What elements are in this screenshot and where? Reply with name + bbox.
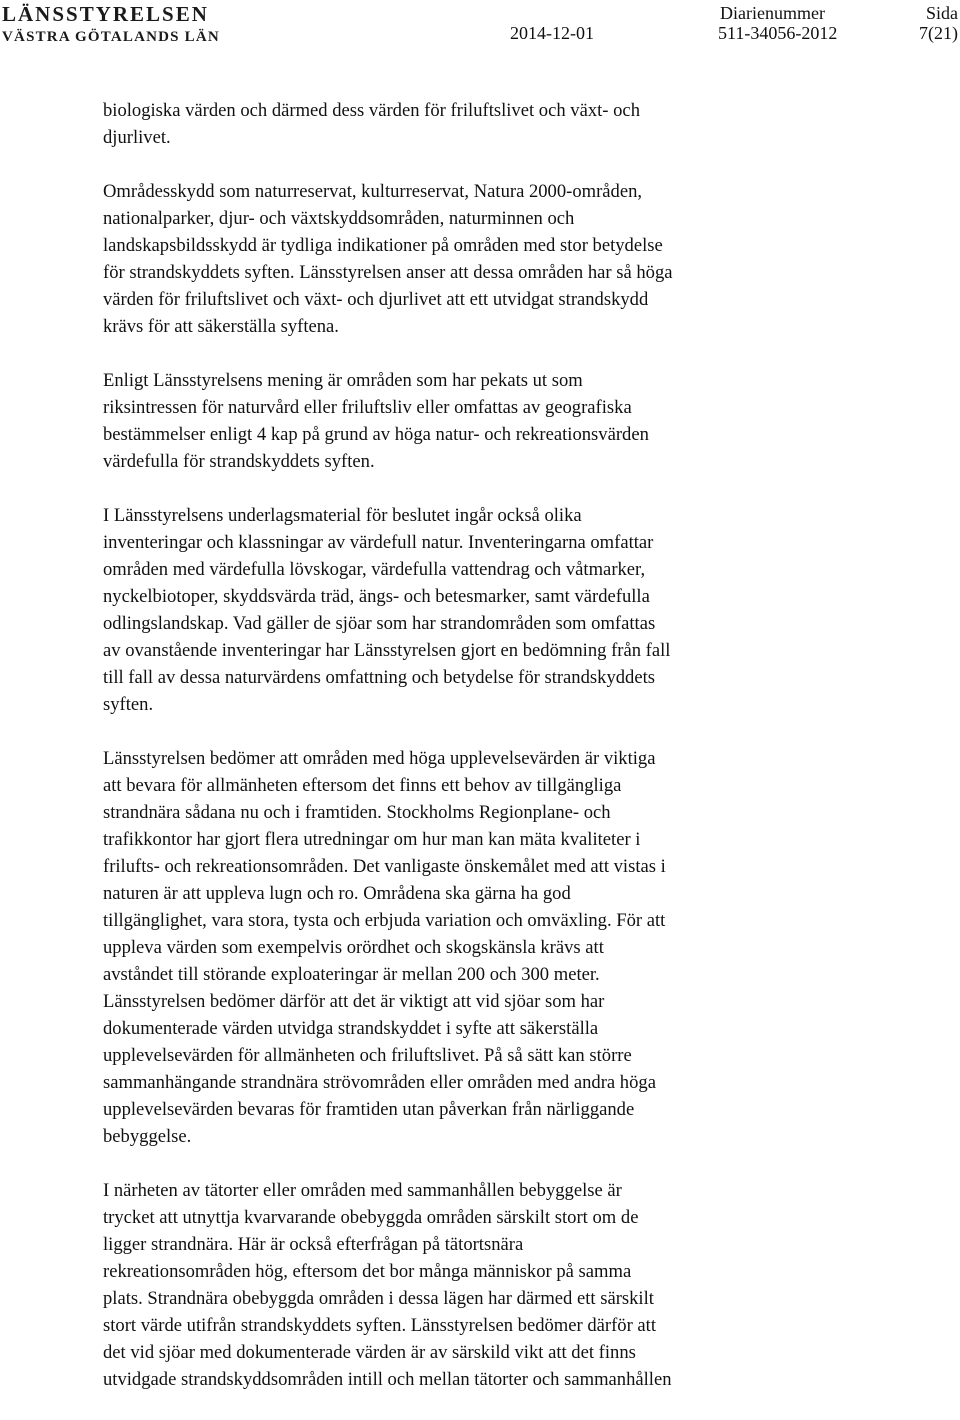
body-paragraph	[103, 178, 843, 340]
text-line: I Länsstyrelsens underlagsmaterial för beslutet ingår också olika	[103, 505, 582, 526]
logo-org-name: LÄNSSTYRELSEN	[2, 2, 209, 26]
text-line: biologiska värden och därmed dess värden för friluftslivet och växt- och	[103, 100, 640, 121]
text-line: landskapsbildsskydd är tydliga indikationer på områden med stor betydelse	[103, 235, 663, 256]
text-line: frilufts- och rekreationsområden. Det vanligaste önskemålet med att vistas i	[103, 856, 666, 877]
text-line: djurlivet.	[103, 127, 171, 148]
text-line: områden med värdefulla lövskogar, värdefulla vattendrag och våtmarker,	[103, 559, 646, 580]
logo-region-name: VÄSTRA GÖTALANDS LÄN	[2, 29, 220, 45]
text-line: till fall av dessa naturvärdens omfattning och betydelse för strandskyddets	[103, 667, 655, 688]
text-line: sammanhängande strandnära strövområden eller områden med andra höga	[103, 1072, 656, 1093]
text-line: trafikkontor har gjort flera utredningar om hur man kan mäta kvaliteter i	[103, 829, 641, 850]
text-line: rekreationsområden hög, eftersom det bor många människor på samma	[103, 1261, 632, 1282]
text-line: upplevelsevärden för allmänheten och friluftslivet. På så sätt kan större	[103, 1045, 632, 1066]
body-paragraph	[103, 745, 843, 1150]
body-paragraph	[103, 1177, 843, 1393]
text-line: stort värde utifrån strandskyddets syften. Länsstyrelsen bedömer därför att	[103, 1315, 657, 1336]
text-line: bestämmelser enligt 4 kap på grund av höga natur- och rekreationsvärden	[103, 424, 649, 445]
text-line: av ovanstående inventeringar har Länsstyrelsen gjort en bedömning från fall	[103, 640, 671, 661]
lansstyrelsen-logo	[2, 2, 220, 46]
text-line: strandnära sådana nu och i framtiden. Stockholms Regionplane- och	[103, 802, 611, 823]
diarienummer-label: Diarienummer	[720, 3, 825, 23]
body-paragraph	[103, 97, 843, 151]
text-line: dokumenterade värden utvidga strandskyddet i syfte att säkerställa	[103, 1018, 599, 1039]
text-line: ligger strandnära. Här är också efterfrågan på tätortsnära	[103, 1234, 524, 1255]
text-line: avståndet till störande exploateringar är mellan 200 och 300 meter.	[103, 964, 600, 985]
text-line: riksintressen för naturvård eller friluftsliv eller omfattas av geografiska	[103, 397, 632, 418]
text-line: det vid sjöar med dokumenterade värden är av särskild vikt att det finns	[103, 1342, 636, 1363]
body-paragraph	[103, 367, 843, 475]
text-line: plats. Strandnära obebyggda områden i dessa lägen har därmed ett särskilt	[103, 1288, 654, 1309]
text-line: att bevara för allmänheten eftersom det finns ett behov av tillgängliga	[103, 775, 622, 796]
page-header	[0, 0, 960, 50]
body-paragraph	[103, 502, 843, 718]
text-line: bebyggelse.	[103, 1126, 192, 1147]
text-line: för strandskyddets syften. Länsstyrelsen anser att dessa områden har så höga	[103, 262, 673, 283]
text-line: Länsstyrelsen bedömer därför att det är viktigt att vid sjöar som har	[103, 991, 605, 1012]
text-line: nyckelbiotoper, skyddsvärda träd, ängs- och betesmarker, samt värdefulla	[103, 586, 650, 607]
diarienummer-value: 511-34056-2012	[718, 23, 838, 43]
text-line: syften.	[103, 694, 154, 715]
text-line: uppleva värden som exempelvis orördhet och skogskänsla krävs att	[103, 937, 604, 958]
text-line: upplevelsevärden bevaras för framtiden utan påverkan från närliggande	[103, 1099, 635, 1120]
text-line: utvidgade strandskyddsområden intill och mellan tätorter och sammanhållen	[103, 1369, 672, 1390]
page-number: 7(21)	[919, 23, 958, 43]
text-line: Enligt Länsstyrelsens mening är områden som har pekats ut som	[103, 370, 583, 391]
page-label: Sida	[925, 3, 958, 23]
text-line: nationalparker, djur- och växtskyddsområden, naturminnen och	[103, 208, 575, 229]
document-date: 2014-12-01	[510, 23, 594, 43]
text-line: värdefulla för strandskyddets syften.	[103, 451, 375, 472]
text-line: odlingslandskap. Vad gäller de sjöar som har strandområden som omfattas	[103, 613, 656, 634]
text-line: Områdesskydd som naturreservat, kulturreservat, Natura 2000-områden,	[103, 181, 643, 202]
text-line: värden för friluftslivet och växt- och djurlivet att ett utvidgat strandskydd	[103, 289, 649, 310]
text-line: I närheten av tätorter eller områden med sammanhållen bebyggelse är	[103, 1180, 622, 1201]
text-line: Länsstyrelsen bedömer att områden med höga upplevelsevärden är viktiga	[103, 748, 656, 769]
document-body	[103, 97, 843, 1420]
text-line: inventeringar och klassningar av värdefull natur. Inventeringarna omfattar	[103, 532, 654, 553]
text-line: krävs för att säkerställa syftena.	[103, 316, 339, 337]
text-line: tillgänglighet, vara stora, tysta och erbjuda variation och omväxling. För att	[103, 910, 666, 931]
text-line: naturen är att uppleva lugn och ro. Områdena ska gärna ha god	[103, 883, 571, 904]
text-line: trycket att utnyttja kvarvarande obebyggda områden särskilt stort om de	[103, 1207, 639, 1228]
